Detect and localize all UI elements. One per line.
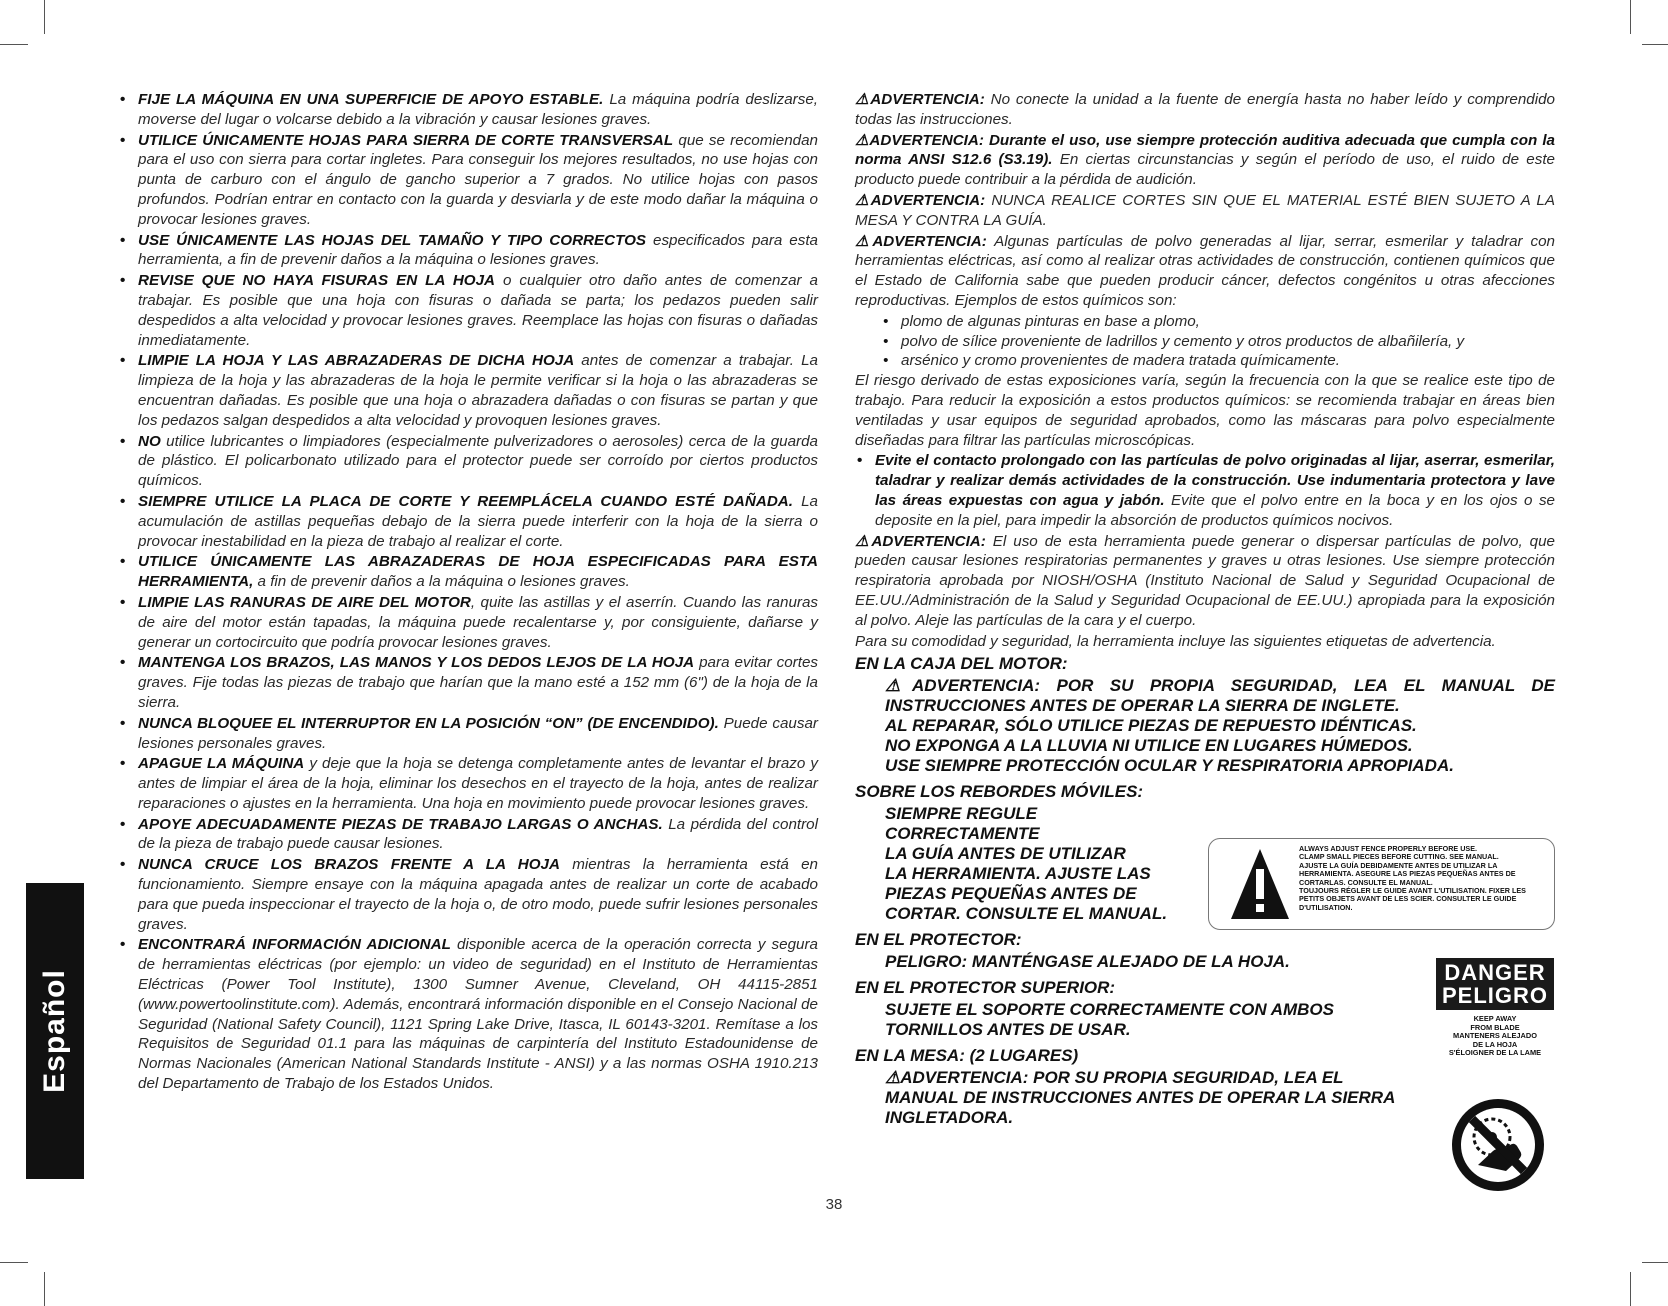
bullet-lead: LIMPIE LA HOJA Y LAS ABRAZADERAS DE DICHA HOJA [138,352,575,370]
bullet-lead: UTILICE ÚNICAMENTE LAS ABRAZADERAS DE HOJA ESPECIFICADAS PARA ESTA HERRAMIENTA, [138,553,818,591]
bullet-avoid-contact [855,451,1555,530]
bullet-body: que se recomiendan para el uso con sierra para cortar ingletes. Para conseguir los mejores resultados, no use hojas con punta de carburo con el ángulo de gancho superior a 7 grados. No utilice hojas con pasos profundos. Podrían entrar en contacto con la guarda y desviarla y de este modo dañar la máquina o provocar lesiones graves. [138,131,818,228]
bullet-body: antes de comenzar a trabajar. La limpieza de la hoja y las abrazaderas de la hoja le permite verificar si la hoja o las abrazaderas se encuentran dañadas. Es posible que una hoja o abrazadera dañadas o con fisuras se partan y que los pedazos salgan despedidos a alta velocidad y provoquen lesiones graves. [138,352,818,429]
warning-california [855,232,1555,311]
warning-body: No conecte la unidad a la fuente de energía hasta no haber leído y comprendido todas las instrucciones. [855,91,1555,128]
crop-mark-bottom-right-h [1642,1262,1668,1263]
bullet-body: y deje que la hoja se detenga completamente antes de levantar el brazo y antes de limpiar el área de la hoja, eliminar los desechos en el trayecto de la hoja, antes de realizar reparaciones o ajustes en la herramienta. Una hoja en movimiento puede provocar lesiones graves. [138,755,819,812]
side-tab-label: Español [38,969,71,1093]
bullet-support-workpieces [118,815,818,855]
page-number: 38 [825,1196,843,1213]
danger-small-line: FROM BLADE [1470,1022,1520,1032]
bullet-crosscut-blades [118,131,818,230]
warning-lead: ⚠ADVERTENCIA: [855,191,986,209]
avoid-contact-list [855,451,1555,530]
bullet-lead: APAGUE LA MÁQUINA [138,755,305,773]
warning-lead: ⚠ADVERTENCIA: [855,232,987,250]
bullet-lead: ENCONTRARÁ INFORMACIÓN ADICIONAL [138,936,451,954]
bullet-body: para evitar cortes graves. Fije todas las piezas de trabajo que harían que la mano esté a 152 mm (6") de la hoja de la sierra. [138,654,818,711]
bullet-dont-cross-arms [118,855,818,934]
bullet-body: , quite las astillas y el aserrín. Cuando las ranuras de aire del motor están tapadas, la máquina puede recalentarse y, por consiguiente, dañarse y generar un cortocircuito que podría provocar lesiones graves. [138,593,818,651]
fence-label-text [1299,845,1547,912]
danger-small-line: DE LA HOJA [1472,1039,1518,1049]
bullet-keep-hands-away [118,653,818,712]
risk-paragraph: El riesgo derivado de estas exposiciones varía, según la frecuencia con la que se realice este tipo de trabajo. Para reducir la exposición a estos productos químicos: se recomienda trabajar en áreas bien ventiladas y usar equipos de seguridad aprobados, como las máscaras para polvo especialmente diseñadas para filtrar las partículas microscópicas. [855,372,1555,449]
motor-label-line: AL REPARAR, SÓLO UTILICE PIEZAS DE REPUESTO IDÉNTICAS. [885,716,1417,736]
fence-label-line: D'UTILISATION. [1299,902,1353,912]
labels-intro: Para su comodidad y seguridad, la herramienta incluye las siguientes etiquetas de advertencia. [855,632,1496,650]
fences-line: LA GUÍA ANTES DE UTILIZAR [885,844,1126,864]
left-column [118,90,818,1095]
chemical-item: • polvo de sílice proveniente de ladrillos y cemento y otros productos de albañilería, y [883,332,1555,352]
fences-line: PIEZAS PEQUEÑAS ANTES DE [885,884,1137,904]
bullet-blade-clamps [118,552,818,592]
bullet-lead: Evite el contacto prolongado con las partículas de polvo originadas al lijar, aserrar, esmerilar, taladrar y realizar demás actividades de la construcción. Use indumentaria protectora y lave las áreas expuestas con agua y jabón. [875,452,1555,509]
crop-mark-top-right-v [1630,0,1631,34]
warning-respiratory [855,532,1555,631]
bullet-lead: FIJE LA MÁQUINA EN UNA SUPERFICIE DE APOYO ESTABLE. [138,91,604,108]
bullet-stable-surface [118,90,818,130]
fences-line: LA HERRAMIENTA. AJUSTE LAS [885,864,1151,884]
fences-line: SIEMPRE REGULE [885,804,1038,824]
bullet-body: mientras la herramienta está en funcionamiento. Siempre ensaye con la máquina apagada antes de realizar un corte de acabado para que pueda inspeccionar el trayecto de la hoja o, de otro modo, puede sufrir lesiones personales graves. [138,856,818,933]
warning-lead: ⚠ADVERTENCIA: [855,131,984,149]
motor-label-line: ⚠ADVERTENCIA: POR SU PROPIA SEGURIDAD, LEA EL MANUAL DE INSTRUCCIONES ANTES DE OPERAR LA SIERRA DE INGLETE. [885,676,1555,716]
upper-guard-line: TORNILLOS ANTES DE USAR. [885,1020,1131,1040]
fence-label-line: TOUJOURS RÉGLER LE GUIDE AVANT L'UTILISATION. FIXER LES [1299,886,1526,896]
bullet-body: Evite que el polvo entre en la boca y en los ojos o se deposite en la piel, para impedir la absorción de productos químicos nocivos. [875,491,1555,529]
crop-mark-top-left-h [0,44,28,45]
table-line: ⚠ADVERTENCIA: POR SU PROPIA SEGURIDAD, LEA EL [885,1068,1344,1088]
fences-heading: SOBRE LOS REBORDES MÓVILES: [855,782,1144,802]
warning-secure-material [855,191,1555,231]
bullet-body: La máquina podría deslizarse, moverse del lugar o volcarse debido a la vibración y causar lesiones graves. [138,91,818,128]
chemical-item: • arsénico y cromo provenientes de madera tratada químicamente. [883,351,1555,371]
danger-small-text [1436,1015,1554,1058]
bullet-check-cracks [118,271,818,350]
bullet-kerf-plate [118,492,818,551]
language-side-tab [26,883,84,1179]
warning-power-source [855,90,1555,130]
warning-triangle-icon [1229,847,1291,921]
fence-label-line: HERRAMIENTA. ASEGURE LAS PIEZAS PEQUEÑAS ANTES DE [1299,869,1516,879]
bullet-body: especificados para esta herramienta, a fin de prevenir daños a la máquina o lesiones graves. [138,231,818,269]
bullet-clean-blade [118,351,818,430]
safety-bullet-list [118,90,818,1094]
warning-body: NUNCA REALICE CORTES SIN QUE EL MATERIAL ESTÉ BIEN SUJETO A LA MESA Y CONTRA LA GUÍA. [855,191,1555,229]
chemical-item: • plomo de algunas pinturas en base a plomo, [883,312,1555,332]
bullet-lead: MANTENGA LOS BRAZOS, LAS MANOS Y LOS DEDOS LEJOS DE LA HOJA [138,654,695,672]
guard-line: PELIGRO: MANTÉNGASE ALEJADO DE LA HOJA. [885,952,1290,972]
bullet-turn-off [118,754,818,813]
danger-word: DANGER [1444,960,1546,985]
danger-small-line: S'ÉLOIGNER DE LA LAME [1448,1048,1542,1058]
fence-label-line: ALWAYS ADJUST FENCE PROPERLY BEFORE USE. [1299,844,1477,853]
warning-lead: ⚠ADVERTENCIA: [855,532,986,550]
bullet-lead: APOYE ADECUADAMENTE PIEZAS DE TRABAJO LARGAS O ANCHAS. [138,815,663,833]
bullet-correct-blades [118,231,818,271]
warning-body: El uso de esta herramienta puede generar o dispersar partículas de polvo, que pueden causar lesiones respiratorias permanentes y graves u otras lesiones. Use siempre protección respiratoria aprobada por NIOSH/OSHA (Instituto Nacional de Salud y Seguridad Ocupacional de EE.UU./Administración de la Salud y Seguridad Ocupacional de EE.UU.) apropiada para la exposición al polvo. Aleje las partículas de la cara y el cuerpo. [855,532,1555,629]
bullet-body: a fin de prevenir daños a la máquina o lesiones graves. [253,573,630,591]
peligro-word: PELIGRO [1441,983,1548,1008]
bullet-body: Puede causar lesiones personales graves. [138,714,818,752]
bullet-body: La pérdida del control de la pieza de trabajo puede causar lesiones. [138,815,818,853]
bullet-body: o cualquier otro daño antes de comenzar a trabajar. Es posible que una hoja con fisuras o dañada se parta; los pedazos pueden salir despedidos a alta velocidad y provocar lesiones graves. Reemplace las hojas con fisuras o dañadas inmediatamente. [138,272,818,349]
table-line: INGLETADORA. [885,1108,1014,1128]
danger-small-line: MANTENERS ALEJADO [1453,1031,1537,1041]
bullet-lead: REVISE QUE NO HAYA FISURAS EN LA HOJA [138,272,496,290]
fences-line: CORRECTAMENTE [885,824,1040,844]
motor-label-line: NO EXPONGA A LA LLUVIA NI UTILICE EN LUGARES HÚMEDOS. [885,736,1413,756]
warning-body: Algunas partículas de polvo generadas al lijar, serrar, esmerilar y taladrar con herramientas eléctricas, así como al realizar otras actividades de construcción, contienen químicos que el Estado de California sabe que pueden producir cáncer, defectos congénitos u otras afecciones reproductivas. Ejemplos de estos químicos son: [855,232,1556,309]
bullet-additional-info [118,935,818,1093]
no-hands-blade-icon [1448,1095,1548,1195]
bullet-body: disponible acerca de la operación correcta y segura de herramientas eléctricas (por ejemplo: un video de seguridad) en el Instituto de Herramientas Eléctricas (Power Tool Institute), 1300 Sumner Avenue, Cleveland, OH 44115-2851 (www.powertoolinstitute.com). Además, encontrará información disponible en el Consejo Nacional de Seguridad (National Safety Council), 1121 Spring Lake Drive, Itasca, IL 60143-3201. Remítase a los Requisitos de Seguridad 01.1 para las máquinas de carpintería del Instituto Estadounidense de Normas Nacionales (American National Standards Institute - ANSI) y a las normas OSHA 1910.213 del Departamento de Trabajo de los Estados Unidos. [138,936,818,1093]
danger-label [1436,958,1554,1058]
crop-mark-bottom-left-h [0,1262,28,1263]
warning-lead: ⚠ADVERTENCIA: [855,91,985,108]
warning-hearing [855,131,1555,190]
upper-guard-line: SUJETE EL SOPORTE CORRECTAMENTE CON AMBOS [885,1000,1334,1020]
bullet-body: utilice lubricantes o limpiadores (especialmente pulverizadores o aerosoles) cerca de la guarda de plástico. El policarbonato utilizado para el protector puede ser corroído por ciertos productos químicos. [138,432,818,490]
bullet-switch-lock [118,714,818,754]
warning-bold: Durante el uso, use siempre protección auditiva adecuada que cumpla con la norma ANSI S12.6 (S3.19). [855,131,1555,169]
fences-line: CORTAR. CONSULTE EL MANUAL. [885,904,1168,924]
bullet-air-slots [118,593,818,652]
bullet-lead: USE ÚNICAMENTE LAS HOJAS DEL TAMAÑO Y TIPO CORRECTOS [138,231,647,249]
bullet-no-lubricants [118,432,818,491]
bullet-body: La acumulación de astillas pequeñas debajo de la sierra puede interferir con la hoja de la sierra o provocar inestabilidad en la pieza de trabajo al realizar el corte. [138,492,818,550]
guard-heading: EN EL PROTECTOR: [855,930,1022,950]
fence-label-line: CORTARLAS. CONSULTE EL MANUAL. [1299,877,1433,887]
bullet-lead: NUNCA CRUCE LOS BRAZOS FRENTE A LA HOJA [138,856,560,874]
fence-label-line: AJUSTE LA GUÍA DEBIDAMENTE ANTES DE UTILIZAR LA [1299,860,1498,870]
crop-mark-bottom-right-v [1630,1272,1631,1306]
danger-small-line: KEEP AWAY [1473,1014,1517,1023]
bullet-lead: UTILICE ÚNICAMENTE HOJAS PARA SIERRA DE CORTE TRANSVERSAL [138,131,674,149]
fence-warning-label [1208,838,1555,930]
bullet-lead: SIEMPRE UTILICE LA PLACA DE CORTE Y REEMPLÁCELA CUANDO ESTÉ DAÑADA. [138,492,793,510]
bullet-lead: NO [138,432,161,450]
warning-body: En ciertas circunstancias y según el período de uso, el ruido de este producto puede contribuir a la pérdida de audición. [855,151,1555,189]
upper-guard-heading: EN EL PROTECTOR SUPERIOR: [855,978,1116,998]
crop-mark-top-right-h [1642,44,1668,45]
table-line: MANUAL DE INSTRUCCIONES ANTES DE OPERAR LA SIERRA [885,1088,1396,1108]
fence-label-line: PETITS OBJETS AVANT DE LES SCIER. CONSULTER LE GUIDE [1299,894,1517,904]
table-heading: EN LA MESA: (2 LUGARES) [855,1046,1079,1066]
crop-mark-top-left-v [44,0,45,34]
chemical-list [855,312,1555,371]
crop-mark-bottom-left-v [44,1272,45,1306]
danger-box [1436,958,1554,1010]
fence-label-line: CLAMP SMALL PIECES BEFORE CUTTING. SEE MANUAL. [1299,852,1499,862]
motor-housing-heading: EN LA CAJA DEL MOTOR: [855,654,1068,674]
motor-label-line: USE SIEMPRE PROTECCIÓN OCULAR Y RESPIRATORIA APROPIADA. [885,756,1454,776]
bullet-lead: NUNCA BLOQUEE EL INTERRUPTOR EN LA POSICIÓN “ON” (DE ENCENDIDO). [138,714,719,732]
bullet-lead: LIMPIE LAS RANURAS DE AIRE DEL MOTOR [138,593,471,611]
